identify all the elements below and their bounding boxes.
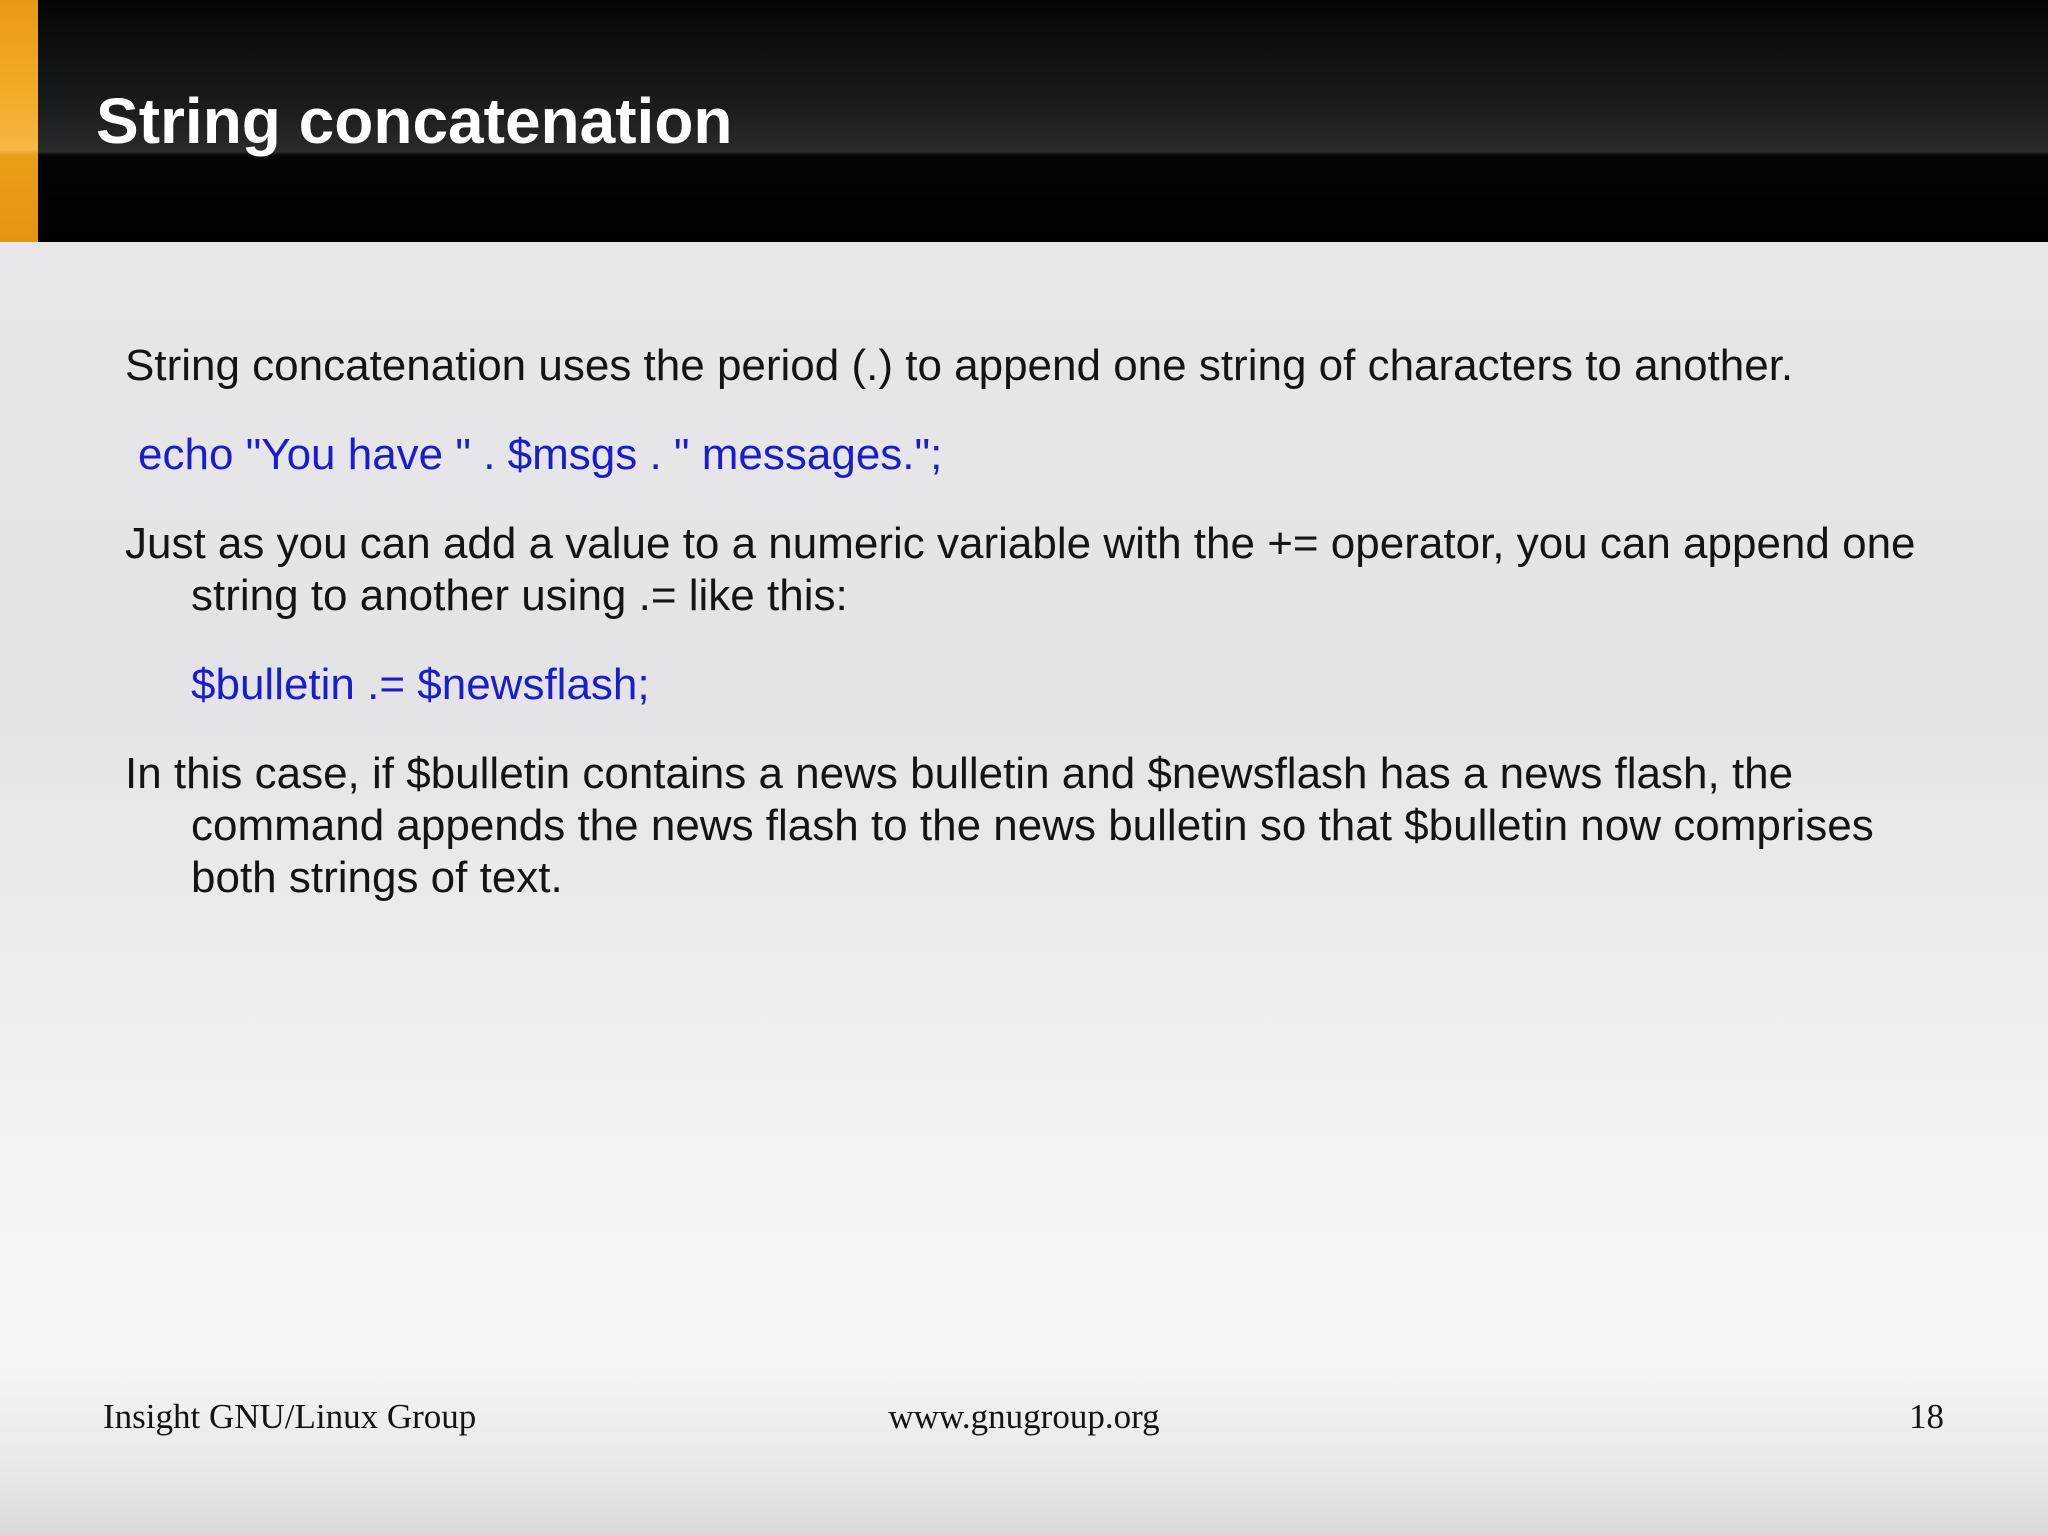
code-example-echo: echo "You have " . $msgs . " messages."; bbox=[138, 430, 943, 479]
paragraph-explanation: In this case, if $bulletin contains a news bulletin and $newsflash has a news flash, the command appends the news flash to the news bulletin so that $bulletin now comprises both strings of text. bbox=[125, 749, 1874, 902]
title-bar bbox=[0, 0, 2048, 242]
code-example-append: $bulletin .= $newsflash; bbox=[191, 660, 650, 709]
paragraph-append-operator: Just as you can add a value to a numeric variable with the += operator, you can append one string to another using .= like this: bbox=[125, 519, 1916, 620]
page-number: 18 bbox=[1909, 1397, 1944, 1436]
footer-website: www.gnugroup.org bbox=[888, 1397, 1160, 1436]
slide-body bbox=[125, 340, 1965, 941]
paragraph-concatenation-intro: String concatenation uses the period (.) to append one string of characters to another. bbox=[125, 341, 1794, 390]
slide-title: String concatenation bbox=[96, 85, 733, 157]
accent-stripe bbox=[0, 0, 38, 242]
footer-organization: Insight GNU/Linux Group bbox=[103, 1397, 477, 1436]
